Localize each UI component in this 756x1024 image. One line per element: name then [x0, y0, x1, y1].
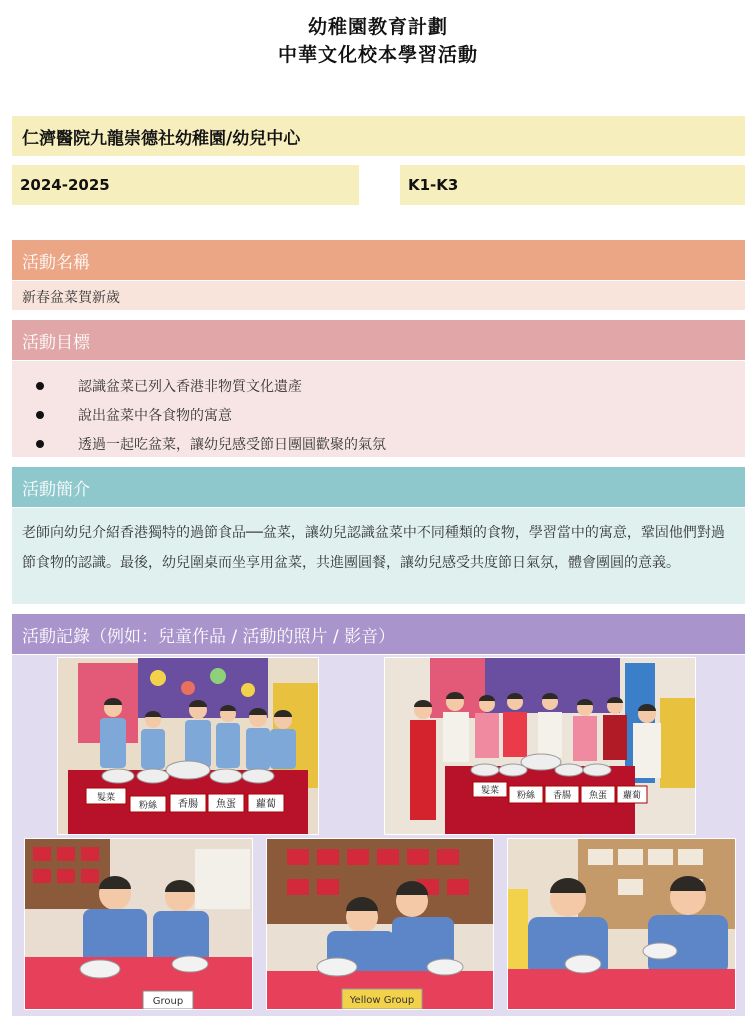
goal-text: 說出盆菜中各食物的寓意	[78, 407, 232, 424]
photo-boys-eating-image	[25, 839, 252, 1009]
goal-item	[22, 429, 735, 458]
activity-name-text: 新春盆菜賀新歲	[12, 281, 745, 310]
photo-boys-smiling-image	[508, 839, 735, 1009]
bullet-icon	[36, 440, 44, 448]
bullet-icon	[36, 411, 44, 419]
food-label: 蘿蔔	[622, 791, 642, 801]
activity-name-heading: 活動名稱	[12, 240, 745, 280]
group-sign: Yellow Group	[349, 995, 415, 1006]
goal-text: 認識盆菜已列入香港非物質文化遺產	[78, 378, 302, 395]
food-label: 粉絲	[516, 791, 536, 801]
food-label: 魚蛋	[216, 799, 236, 810]
activity-goals-list	[12, 361, 745, 457]
food-label: 粉絲	[138, 801, 158, 811]
food-label: 香腸	[178, 799, 198, 810]
goal-item	[22, 400, 735, 429]
activity-record-heading: 活動記錄（例如：兒童作品 / 活動的照片 / 影音）	[12, 614, 745, 654]
grade-level: K1-K3	[400, 165, 745, 205]
food-label: 髮菜	[96, 793, 116, 803]
food-label: 蘿蔔	[256, 799, 276, 810]
photo-girl-boy-eating	[266, 838, 494, 1010]
activity-intro-text: 老師向幼兒介紹香港獨特的過節食品──盆菜，讓幼兒認識盆菜中不同種類的食物，學習當中的寓意，鞏固他們對過節食物的認識。最後，幼兒圍桌而坐享用盆菜，共進團圓餐，讓幼兒感受共度節日氣氛，體會團圓的意義。	[12, 508, 745, 604]
photo-boys-smiling	[507, 838, 736, 1010]
photo-girl-boy-eating-image	[267, 839, 493, 1009]
food-label: 魚蛋	[588, 791, 608, 801]
bullet-icon	[36, 382, 44, 390]
goal-text: 透過一起吃盆菜，讓幼兒感受節日團圓歡聚的氣氛	[78, 436, 386, 453]
photo-group-uniforms	[57, 657, 319, 835]
school-year: 2024-2025	[12, 165, 359, 205]
photo-group-costumes	[384, 657, 696, 835]
activity-goals-heading: 活動目標	[12, 320, 745, 360]
food-label: 香腸	[552, 791, 572, 801]
page-title-line1: 幼稚園教育計劃	[307, 16, 448, 38]
photo-boys-eating	[24, 838, 253, 1010]
photo-group-costumes-image	[385, 658, 695, 834]
food-label: 髮菜	[480, 786, 500, 796]
activity-intro-heading: 活動簡介	[12, 467, 745, 507]
group-sign: Group	[152, 996, 184, 1007]
goal-item	[22, 371, 735, 400]
photo-group-uniforms-image	[58, 658, 318, 834]
school-name: 仁濟醫院九龍崇德社幼稚園/幼兒中心	[12, 116, 745, 156]
page-title-line2: 中華文化校本學習活動	[277, 44, 478, 66]
